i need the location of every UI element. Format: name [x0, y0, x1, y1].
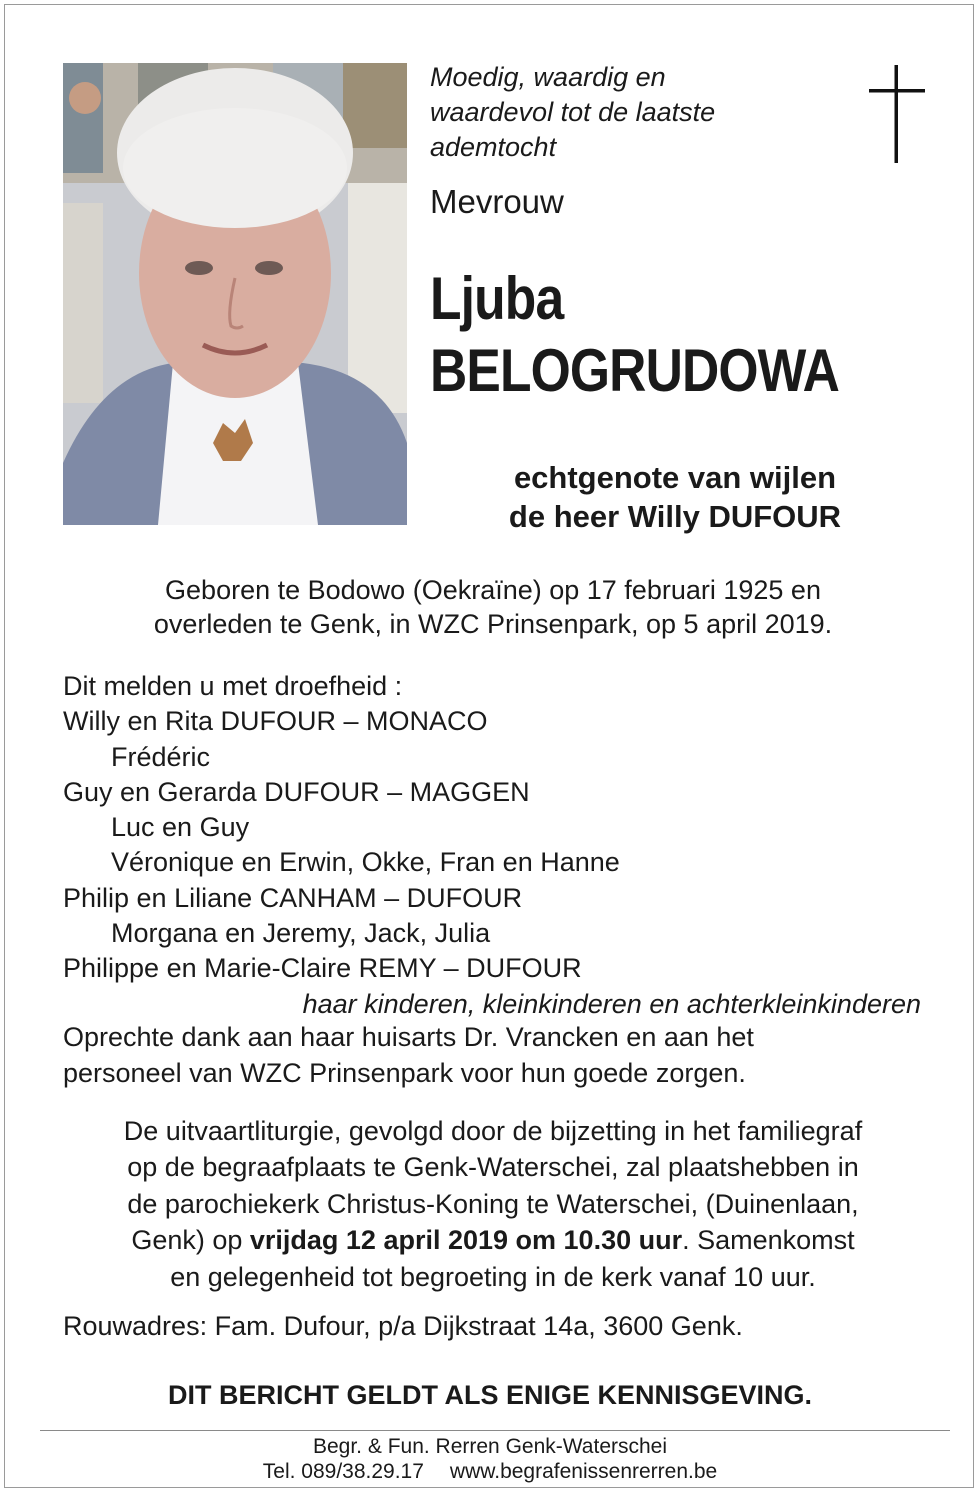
mourning-address: Rouwadres: Fam. Dufour, p/a Dijkstraat 14a, 3600 Genk. [63, 1311, 743, 1341]
family-line: Luc en Guy [111, 812, 250, 843]
family-intro: Dit melden u met droefheid : [63, 671, 403, 701]
birth-death-info [63, 573, 923, 641]
first-name: Ljuba [430, 265, 564, 332]
motto-line: ademtocht [430, 132, 557, 162]
spouse-line: de heer Willy DUFOUR [508, 499, 842, 534]
family-line: Willy en Rita DUFOUR – MONACO [63, 706, 488, 737]
family-relation: haar kinderen, kleinkinderen en achterkleinkinderen [302, 988, 921, 1019]
funeral-date-time: vrijdag 12 april 2019 om 10.30 uur [249, 1225, 683, 1256]
death-line: overleden te Genk, in WZC Prinsenpark, op 5 april 2019. [153, 609, 833, 639]
family-line: Véronique en Erwin, Okke, Fran en Hanne [111, 847, 620, 878]
footer [5, 1434, 975, 1484]
spouse-info [430, 458, 920, 536]
funeral-text: Genk) op [131, 1225, 250, 1256]
thanks-line: personeel van WZC Prinsenpark voor hun goede zorgen. [63, 1057, 746, 1088]
funeral-home-website[interactable]: www.begrafenissenrerren.be [449, 1460, 718, 1483]
official-notice: DIT BERICHT GELDT ALS ENIGE KENNISGEVING. [167, 1380, 813, 1410]
funeral-home-phone: Tel. 089/38.29.17 [262, 1460, 424, 1483]
funeral-line: op de begraafplaats te Genk-Waterschei, zal plaatshebben in [127, 1152, 859, 1183]
funeral-text: . Samenkomst [682, 1225, 855, 1256]
last-name: BELOGRUDOWA [430, 337, 840, 404]
family-line: Guy en Gerarda DUFOUR – MAGGEN [63, 776, 530, 807]
motto [430, 60, 830, 165]
family-line: Philip en Liliane CANHAM – DUFOUR [63, 882, 523, 913]
family-line: Philippe en Marie-Claire REMY – DUFOUR [63, 953, 582, 984]
footer-contact [5, 1459, 975, 1484]
family-list [63, 669, 933, 1022]
funeral-line: en gelegenheid tot begroeting in de kerk vanaf 10 uur. [170, 1261, 816, 1292]
birth-line: Geboren te Bodowo (Oekraïne) op 17 februari 1925 en [165, 575, 821, 605]
cross-icon [867, 65, 929, 165]
thanks-line: Oprechte dank aan haar huisarts Dr. Vrancken en aan het [63, 1022, 754, 1052]
family-line: Morgana en Jeremy, Jack, Julia [111, 918, 491, 949]
motto-line: waardevol tot de laatste [430, 97, 716, 127]
motto-line: Moedig, waardig en [430, 62, 666, 92]
footer-divider [40, 1430, 950, 1431]
portrait-photo [63, 63, 407, 525]
deceased-name [430, 263, 839, 407]
funeral-line [63, 1222, 923, 1258]
family-line: Frédéric [111, 741, 211, 772]
obituary-card [4, 4, 974, 1488]
funeral-home-name: Begr. & Fun. Rerren Genk-Waterschei [312, 1435, 668, 1458]
funeral-line: De uitvaartliturgie, gevolgd door de bijzetting in het familiegraf [123, 1116, 863, 1146]
funeral-line: de parochiekerk Christus-Koning te Waterschei, (Duinenlaan, [127, 1188, 859, 1219]
honorific: Mevrouw [430, 183, 564, 220]
funeral-details [63, 1113, 923, 1295]
spouse-line: echtgenote van wijlen [513, 460, 837, 495]
thanks-paragraph [63, 1020, 923, 1091]
